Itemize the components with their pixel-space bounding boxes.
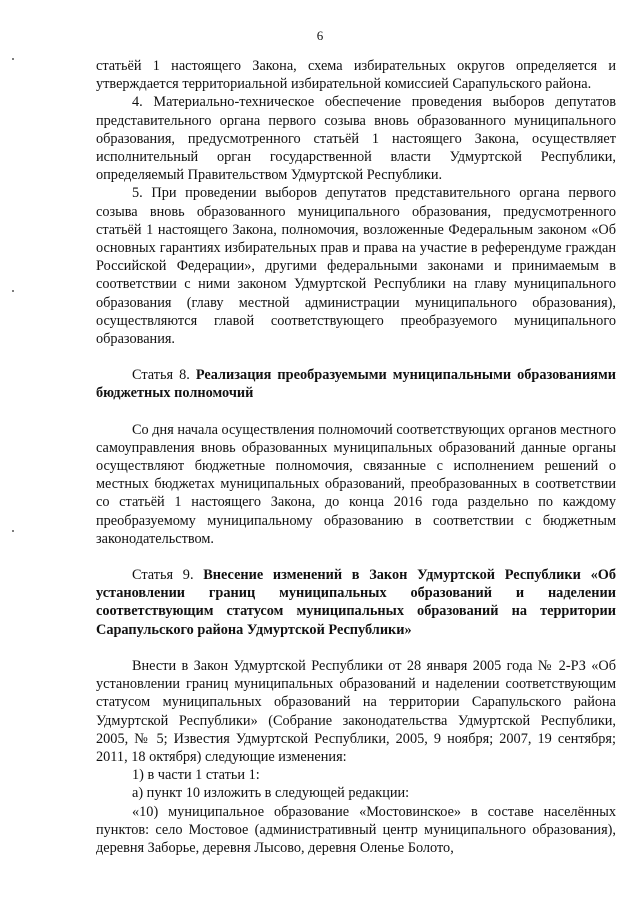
article-9-item-1: 1) в части 1 статьи 1: — [132, 767, 260, 784]
article-9-text: Внести в Закон Удмуртской Республики от 28 января 2005 года № 2-РЗ «Об установлении границ муниципальных образований и наделении соответствующим статусом муниципальных образований на территории Сарапульского района Удмуртской Республики» (Собрание законодательства Удмуртской Республики, 2005, № 5; Известия Удмуртской Республики, 2005, 9 ноября; 2007, 19 сентября; 2011, 18 октября) следующие изменения: — [96, 657, 616, 765]
margin-mark — [12, 290, 14, 292]
article-8-prefix: Статья 8. — [132, 367, 190, 384]
paragraph-continuation: статьёй 1 настоящего Закона, схема избирательных округов определяется и утверждается территориальной избирательной комиссией Сарапульского района. — [96, 58, 616, 93]
page-number: 6 — [316, 28, 324, 43]
article-9-item-1a: а) пункт 10 изложить в следующей редакции: — [132, 785, 410, 802]
article-9-prefix: Статья 9. — [132, 567, 194, 584]
margin-mark — [12, 530, 14, 532]
paragraph-item-5: 5. При проведении выборов депутатов представительного органа первого созыва вновь образованного муниципального образования, предусмотренного статьёй 1 настоящего Закона, полномочия, возложенные Федеральным законом «Об основных гарантиях избирательных прав и права на участие в референдуме граждан Российской Федерации», другими федеральными законами и принимаемым в соответствии с ними законом Удмуртской Республики на главу муниципального образования (главу местной администрации муниципального образования), осуществляются главой соответствующего преобразуемого муниципального образования. — [96, 185, 616, 348]
article-8-text: Со дня начала осуществления полномочий соответствующих органов местного самоуправления вновь образованных муниципальных образований данные органы осуществляют бюджетные полномочия, связанные с исполнением решений о местных бюджетах муниципальных образований, преобразованных в соответствии со статьёй 1 настоящего Закона, до конца 2016 года раздельно по каждому преобразуемому муниципальному образованию в соответствии с бюджетным законодательством. — [96, 421, 616, 547]
article-9-quote: «10) муниципальное образование «Мостовинское» в составе населённых пунктов: село Мостовое (административный центр муниципального образования), деревня Заборье, деревня Лысово, деревня Оленье Болото, — [96, 803, 616, 856]
article-8-title: Реализация преобразуемыми муниципальными образованиями бюджетных полномочий — [96, 367, 616, 402]
article-9-heading — [96, 566, 616, 639]
article-9-title: Внесение изменений в Закон Удмуртской Республики «Об установлении границ муниципальных образований и наделении соответствующим статусом муниципальных образований на территории Сарапульского района Удмуртской Республики» — [96, 567, 617, 638]
margin-mark — [12, 58, 14, 60]
document-body — [96, 57, 616, 857]
article-8-heading — [96, 366, 616, 402]
paragraph-item-4: 4. Материально-техническое обеспечение проведения выборов депутатов представительного органа первого созыва вновь образованного муниципального образования, предусмотренного статьёй 1 настоящего Закона, осуществляет исполнительный орган государственной власти Удмуртской Республики, определяемый Правительством Удмуртской Республики. — [96, 94, 616, 184]
